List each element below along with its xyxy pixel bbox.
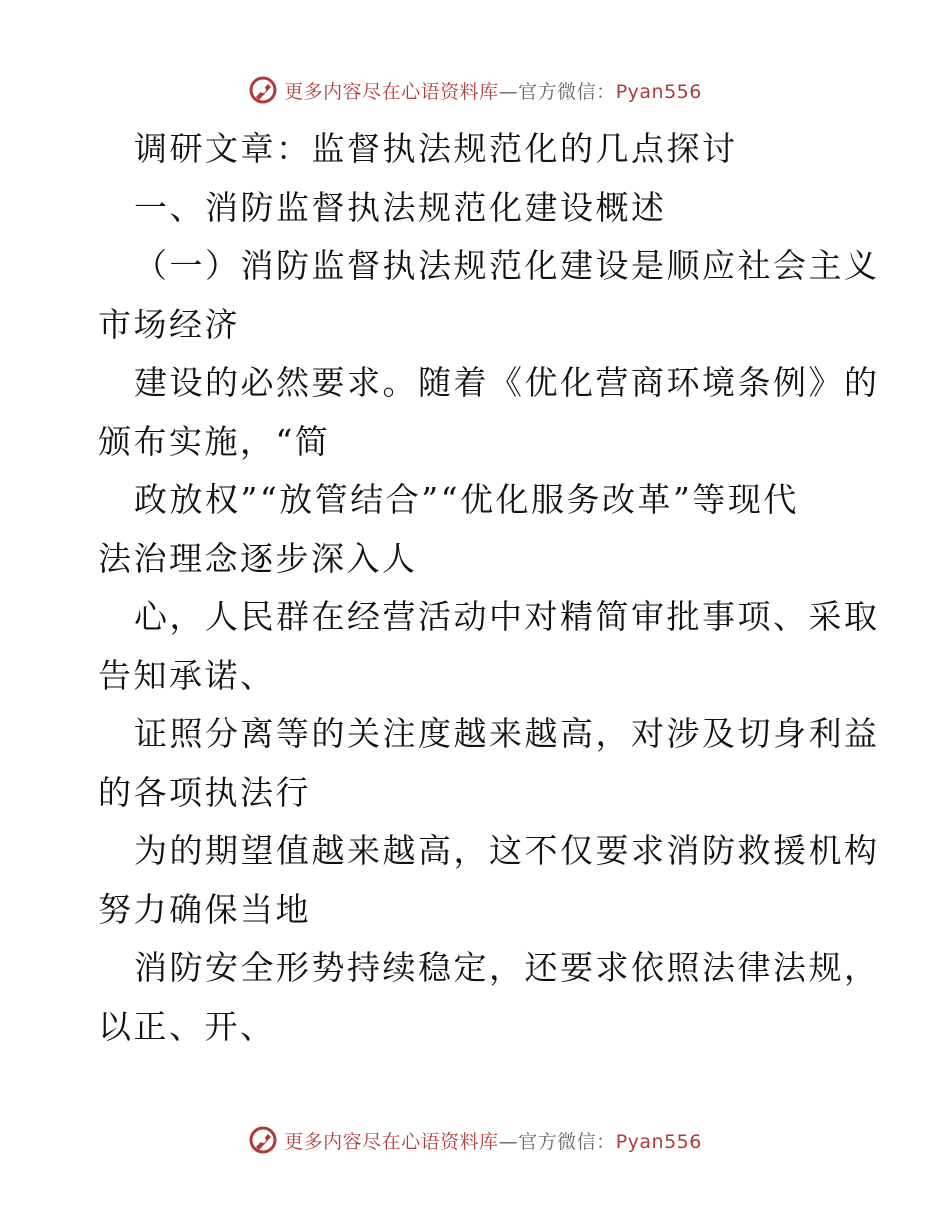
paragraph-line: 的各项执法行 [98,772,311,812]
paragraph-line: 告知承诺、 [98,655,276,695]
footer-banner [0,1120,950,1160]
paragraph-line: 政放权”“放管结合”“优化服务改革”等现代 [134,480,799,519]
paragraph-line: 法治理念逐步深入人 [98,538,418,578]
section-heading: 一、消防监督执法规范化建设概述 [134,187,667,227]
footer-banner-id: Pyan556 [615,1130,702,1153]
header-banner-plain-text: —官方微信： [498,80,616,103]
paragraph-line: 为的期望值越来越高，这不仅要求消防救援机构 [134,831,880,870]
footer-banner-text [284,1127,702,1154]
header-banner-red-text: 更多内容尽在心语资料库 [284,80,499,103]
footer-banner-red-text: 更多内容尽在心语资料库 [284,1130,499,1153]
pen-circle-icon [248,1125,278,1155]
paragraph-line: 以正、开、 [98,1006,276,1046]
paragraph-line: 心，人民群在经营活动中对精简审批事项、采取 [134,597,880,636]
pen-circle-icon [248,75,278,105]
paragraph-line: （一）消防监督执法规范化建设是顺应社会主义 [134,246,880,285]
header-banner-text [284,77,702,104]
paragraph-line: 努力确保当地 [98,889,311,929]
paragraph-line: 证照分离等的关注度越来越高，对涉及切身利益 [134,714,880,753]
paragraph-line: 市场经济 [98,304,240,344]
paragraph-line: 消防安全形势持续稳定，还要求依照法律法规， [134,948,880,987]
paragraph-line: 颁布实施，“简 [98,421,331,461]
document-body [98,120,880,1056]
paragraph-line: 建设的必然要求。随着《优化营商环境条例》的 [134,363,880,402]
header-banner [0,70,950,110]
document-title: 调研文章：监督执法规范化的几点探讨 [134,129,738,168]
header-banner-id: Pyan556 [615,80,702,103]
footer-banner-plain-text: —官方微信： [498,1130,616,1153]
